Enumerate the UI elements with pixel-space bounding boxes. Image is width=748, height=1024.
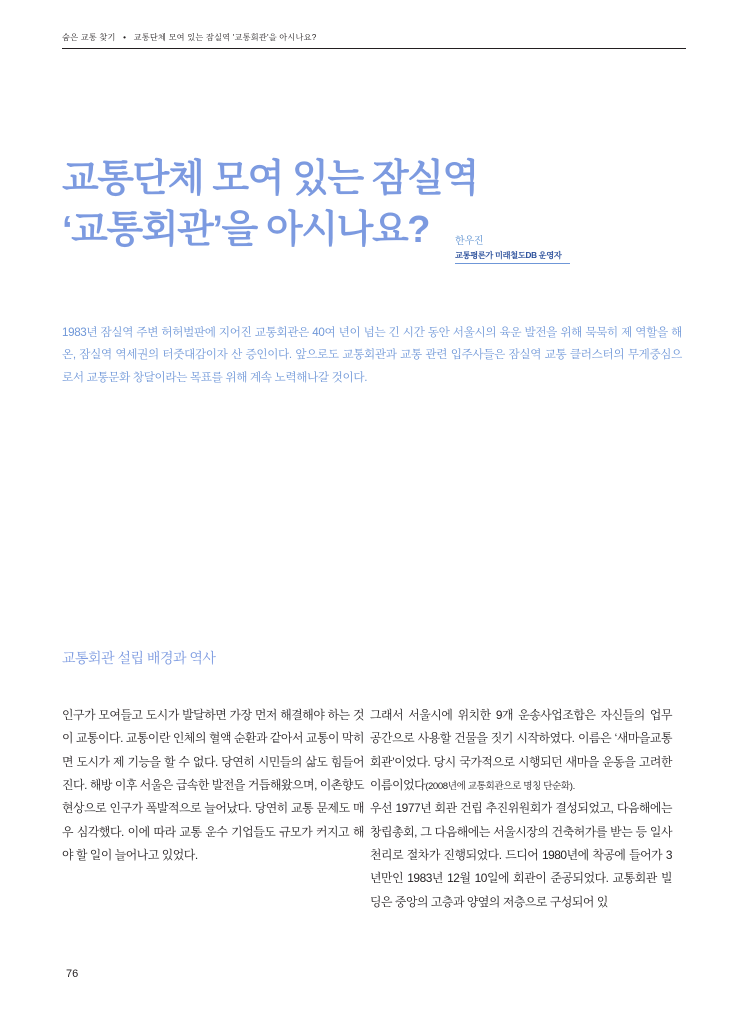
paragraph-text: 그래서 서울시에 위치한 9개 운송사업조합은 자신들의 업무 공간으로 사용할 건물을 짓기 시작하였다. 이름은 ‘새마을교통회관’이었다. 당시 국가적으로 시행되던 새마을 운동을 고려한 이름이었다 [370, 708, 672, 792]
byline-rule [455, 263, 570, 264]
paragraph: 우선 1977년 회관 건립 추진위원회가 결성되었고, 다음해에는 창립총회, 그 다음해에는 서울시장의 건축허가를 받는 등 일사천리로 절차가 진행되었다. 드디어 1980년에 착공에 들어가 3년만인 1983년 12월 10일에 회관이 준공되었다. 교통회관 빌딩은 중앙의 고층과 양옆의 저층으로 구성되어 있 [370, 801, 672, 909]
lead-paragraph: 1983년 잠실역 주변 허허벌판에 지어진 교통회관은 40여 년이 넘는 긴 시간 동안 서울시의 육운 발전을 위해 묵묵히 제 역할을 해온, 잠실역 역세권의 터줏대감이자 산 증인이다. 앞으로도 교통회관과 교통 관련 입주사들은 잠실역 교통 클러스터의 무게중심으로서 교통문화 창달이라는 목표를 위해 계속 노력해나갈 것이다. [62, 326, 682, 384]
paragraph: 인구가 모여들고 도시가 발달하면 가장 먼저 해결해야 하는 것이 교통이다. 교통이란 인체의 혈액 순환과 같아서 교통이 막히면 도시가 제 기능을 할 수 없다. 당연히 시민들의 삶도 힘들어진다. 해방 이후 서울은 급속한 발전을 거듭해왔으며, 이촌향도 현상으로 인구가 폭발적으로 늘어났다. 당연히 교통 문제도 매우 심각했다. 이에 따라 교통 운수 기업들도 규모가 커지고 해야 할 일이 늘어나고 있었다. [62, 708, 364, 862]
page-title [62, 155, 686, 254]
page-number: 76 [66, 968, 79, 980]
running-head [62, 32, 686, 43]
title-line-2: ‘교통회관’을 아시나요? [62, 208, 430, 251]
paragraph-note: (2008년에 교통회관으로 명칭 단순화). [425, 780, 575, 792]
paragraph [370, 704, 672, 797]
body-column-right [370, 704, 672, 914]
running-head-left: 숨은 교통 찾기 [62, 33, 116, 42]
section-heading: 교통회관 설립 배경과 역사 [62, 650, 216, 666]
body-column-left [62, 704, 364, 867]
running-head-right: 교통단체 모여 있는 잠실역 '교통회관'을 아시나요? [133, 33, 317, 42]
byline-author-name: 한우진 [455, 236, 484, 247]
byline [455, 235, 575, 261]
running-head-separator: • [123, 33, 127, 42]
byline-affiliation: 교통평론가 미래철도DB 운영자 [455, 251, 562, 260]
running-head-rule [62, 48, 686, 49]
title-line-1: 교통단체 모여 있는 잠실역 [62, 158, 478, 200]
